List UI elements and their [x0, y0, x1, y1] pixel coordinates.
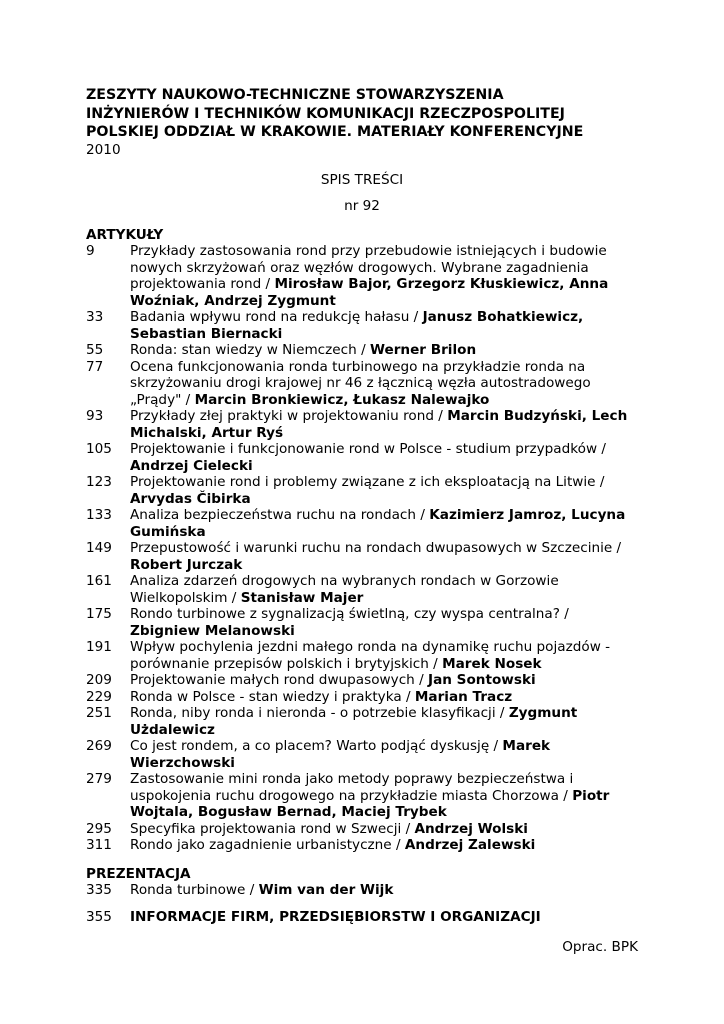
title-line: POLSKIEJ ODDZIAŁ W KRAKOWIE. MATERIAŁY KONFERENCYJNE	[86, 124, 584, 140]
toc-entry	[86, 738, 638, 771]
entry-title: Ocena funkcjonowania ronda turbinowego na przykładzie ronda na skrzyżowaniu drogi krajowej nr 46 z łącznicą węzła autostradowego „Prądy" /	[130, 358, 591, 408]
toc-entry	[86, 837, 638, 854]
publication-title	[86, 86, 638, 142]
entry-authors: Marek Wierzchowski	[130, 738, 551, 771]
entry-text	[130, 342, 638, 359]
entry-title: INFORMACJE FIRM, PRZEDSIĘBIORSTW I ORGANIZACJI	[130, 908, 541, 925]
entry-text	[130, 573, 638, 606]
entry-text	[130, 408, 638, 441]
entry-text	[130, 309, 638, 342]
entry-authors: Jan Sontowski	[428, 672, 536, 688]
toc-entry	[86, 359, 638, 409]
entry-authors: Andrzej Wolski	[414, 820, 528, 837]
presentation-list	[86, 882, 638, 899]
entry-page: 209	[86, 672, 112, 688]
entry-page: 93	[86, 408, 104, 424]
entry-text	[130, 738, 638, 771]
entry-page: 161	[86, 573, 112, 589]
toc-entry	[86, 882, 638, 899]
entry-page: 105	[86, 441, 112, 457]
credit: Oprac. BPK	[562, 939, 638, 955]
entry-title: Specyfika projektowania rond w Szwecji /	[130, 820, 415, 837]
entry-page: 229	[86, 688, 112, 705]
entry-text	[130, 441, 638, 474]
entry-title: Wpływ pochylenia jezdni małego ronda na dynamikę ruchu pojazdów - porównanie przepisów polskich i brytyjskich /	[130, 639, 611, 672]
entry-page: 355	[86, 908, 112, 925]
entry-text	[130, 705, 638, 738]
entry-text	[130, 606, 638, 639]
entry-title: Co jest rondem, a co placem? Warto podjąć dyskusję /	[130, 738, 503, 754]
entry-authors: Werner Brilon	[369, 342, 477, 358]
entry-page: 55	[86, 342, 104, 358]
toc-entry	[86, 342, 638, 359]
entry-authors: Andrzej Cielecki	[130, 457, 253, 474]
toc-entry	[86, 507, 638, 540]
toc-entry	[86, 689, 638, 706]
document-page	[86, 86, 638, 956]
toc-entry	[86, 821, 638, 838]
entry-authors: Kazimierz Jamroz, Lucyna Gumińska	[130, 507, 626, 540]
toc-entry	[86, 573, 638, 606]
entry-authors: Arvydas Čibirka	[130, 490, 251, 507]
entry-text	[130, 672, 638, 689]
entry-page: 33	[86, 309, 104, 325]
entry-title: Ronda w Polsce - stan wiedzy i praktyka /	[130, 688, 415, 705]
entry-authors: Marcin Bronkiewicz, Łukasz Nalewajko	[194, 391, 490, 408]
entry-authors: Stanisław Majer	[240, 589, 364, 606]
entry-text	[130, 837, 638, 854]
title-line: ZESZYTY NAUKOWO-TECHNICZNE STOWARZYSZENIA	[86, 87, 504, 103]
entry-page: 279	[86, 771, 112, 787]
toc-entry	[86, 474, 638, 507]
entry-title: Ronda, niby ronda i nieronda - o potrzebie klasyfikacji /	[130, 705, 509, 721]
entry-page: 149	[86, 540, 112, 556]
toc-entry	[86, 672, 638, 689]
entry-title: Rondo turbinowe z sygnalizacją świetlną, czy wyspa centralna? /	[130, 606, 569, 622]
issue-number: nr 92	[344, 198, 380, 214]
entry-page: 133	[86, 507, 112, 523]
entry-authors: Zygmunt Użdalewicz	[130, 705, 578, 738]
entry-title: Badania wpływu rond na redukcję hałasu /	[130, 309, 423, 325]
entry-title: Analiza bezpieczeństwa ruchu na rondach /	[130, 507, 430, 523]
toc-entry	[86, 771, 638, 821]
title-line: INŻYNIERÓW I TECHNIKÓW KOMUNIKACJI RZECZPOSPOLITEJ	[86, 105, 565, 122]
entry-authors: Marcin Budzyński, Lech Michalski, Artur Ryś	[130, 408, 628, 441]
entry-title: Przepustowość i warunki ruchu na rondach dwupasowych w Szczecinie /	[130, 540, 622, 556]
toc-entry	[86, 639, 638, 672]
entry-text	[130, 359, 638, 409]
entry-title: Przykłady złej praktyki w projektowaniu rond /	[130, 408, 448, 424]
entry-text	[130, 507, 638, 540]
entry-text	[130, 882, 638, 899]
entry-authors: Janusz Bohatkiewicz, Sebastian Biernacki	[130, 309, 584, 342]
toc-entry	[86, 705, 638, 738]
entry-authors: Andrzej Zalewski	[404, 837, 536, 853]
entry-title: Projektowanie rond i problemy związane z ich eksploatacją na Litwie /	[130, 474, 605, 490]
toc-entry	[86, 309, 638, 342]
entry-text	[130, 540, 638, 573]
entry-text	[130, 639, 638, 672]
toc-entry	[86, 441, 638, 474]
toc-entry	[86, 408, 638, 441]
entry-page: 9	[86, 243, 95, 259]
entry-page: 251	[86, 705, 112, 721]
entry-title: Projektowanie małych rond dwupasowych /	[130, 672, 429, 688]
entry-page: 77	[86, 358, 104, 375]
entry-authors: Robert Jurczak	[130, 556, 243, 573]
entry-title: Ronda turbinowe /	[130, 882, 259, 898]
entry-title: Ronda: stan wiedzy w Niemczech /	[130, 342, 370, 358]
entry-title: Rondo jako zagadnienie urbanistyczne /	[130, 837, 405, 853]
toc-label: SPIS TREŚCI	[320, 171, 404, 188]
toc-entry	[86, 606, 638, 639]
entry-authors: Wim van der Wijk	[258, 882, 394, 898]
entry-authors: Piotr Wojtala, Bogusław Bernad, Maciej Trybek	[130, 787, 610, 820]
entry-text	[130, 243, 638, 309]
entry-title: Zastosowanie mini ronda jako metody poprawy bezpieczeństwa i uspokojenia ruchu drogowego na przykładzie miasta Chorzowa /	[130, 771, 574, 804]
entry-page: 123	[86, 474, 112, 490]
entry-text	[130, 821, 638, 838]
presentation-heading: PREZENTACJA	[86, 865, 191, 882]
entry-authors: Mirosław Bajor, Grzegorz Kłuskiewicz, Anna Woźniak, Andrzej Zygmunt	[130, 276, 609, 309]
toc-entry	[86, 540, 638, 573]
entry-page: 311	[86, 837, 112, 853]
articles-list	[86, 243, 638, 854]
entry-text	[130, 689, 638, 706]
entry-title: Analiza zdarzeń drogowych na wybranych rondach w Gorzowie Wielkopolskim /	[130, 573, 559, 606]
entry-page: 269	[86, 738, 112, 754]
info-entry	[86, 909, 638, 926]
entry-authors: Marian Tracz	[414, 688, 513, 705]
entry-title: Projektowanie i funkcjonowanie rond w Polsce - studium przypadków /	[130, 441, 606, 457]
entry-page: 175	[86, 606, 112, 622]
entry-text	[130, 474, 638, 507]
entry-authors: Marek Nosek	[442, 655, 542, 672]
entry-title: Przykłady zastosowania rond przy przebudowie istniejących i budowie nowych skrzyżowań oraz węzłów drogowych. Wybrane zagadnienia projektowania rond /	[130, 243, 607, 292]
entry-page: 191	[86, 639, 112, 655]
entry-page: 335	[86, 882, 112, 898]
publication-year: 2010	[86, 141, 121, 158]
entry-authors: Zbigniew Melanowski	[130, 622, 295, 639]
articles-heading: ARTYKUŁY	[86, 226, 164, 243]
entry-text	[130, 771, 638, 821]
toc-entry	[86, 243, 638, 309]
entry-page: 295	[86, 820, 112, 837]
